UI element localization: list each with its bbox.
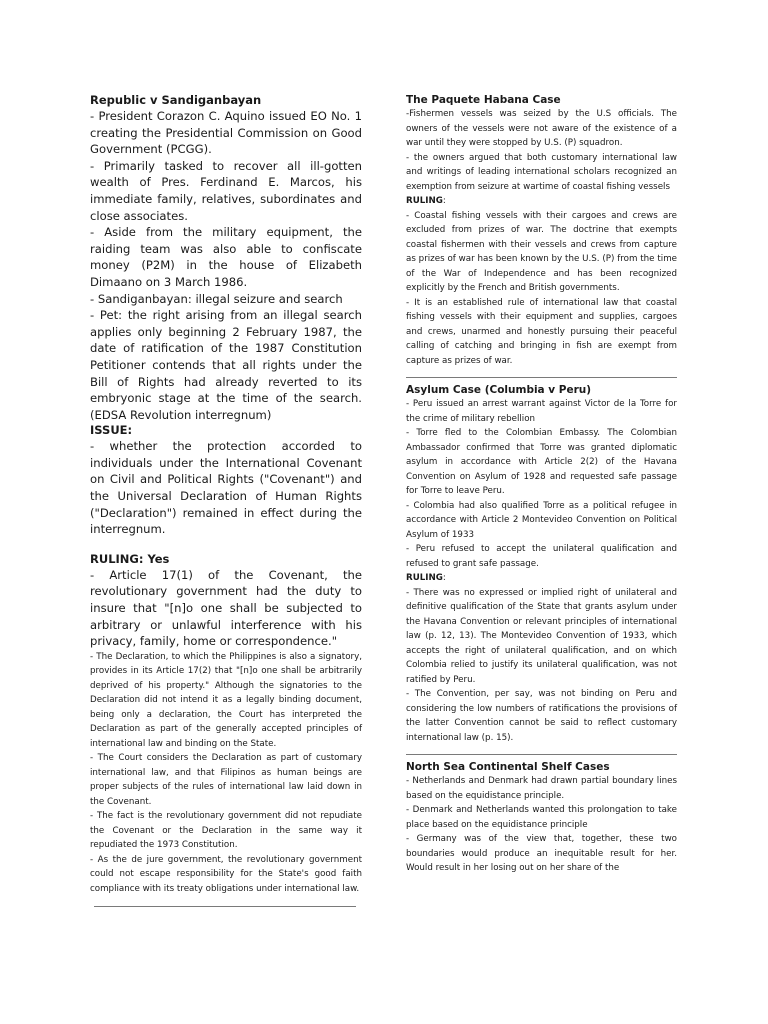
ruling-paragraph: - As the de jure government, the revolutionary government could not escape responsibility for the State's good faith compliance with its treaty obligations under international law.: [90, 854, 362, 894]
ruling-label-line: [406, 194, 677, 209]
ruling-paragraph: - It is an established rule of international law that coastal fishing vessels with their equipment and supplies, cargoes and crews, unarmed and honestly pursuing their peaceful calling of catching and bringing in fish are exempt from capture as prizes of war.: [406, 297, 677, 366]
ruling-label-line: [406, 571, 677, 586]
fact-paragraph: - Torre fled to the Colombian Embassy. The Colombian Ambassador confirmed that Torre was granted diplomatic asylum in accordance with Article 2(2) of the Havana Convention on Asylum of 1928 and requested safe passage for Torre to leave Peru.: [406, 428, 677, 496]
fact-paragraph: - Netherlands and Denmark had drawn partial boundary lines based on the equidistance principle.: [406, 776, 677, 801]
ruling-label: RULING: [406, 573, 443, 583]
ruling-paragraph: - The fact is the revolutionary government did not repudiate the Covenant or the Declaration in the same way it repudiated the 1973 Constitution.: [90, 811, 362, 851]
fact-paragraph: - Sandiganbayan: illegal seizure and search: [90, 291, 343, 306]
case-heading-asylum: Asylum Case (Columbia v Peru): [406, 384, 592, 396]
fact-paragraph: -Fishermen vessels was seized by the U.S officials. The owners of the vessels were not aware of the existence of a war until they were stopped by U.S. (P) squadron.: [406, 109, 677, 148]
ruling-paragraph: - The Convention, per say, was not binding on Peru and considering the low numbers of ratifications the provisions of the latter Convention cannot be said to reflect customary international law (p. 15).: [406, 689, 677, 743]
ruling-paragraph: - The Declaration, to which the Philippines is also a signatory, provides in its Article 17(2) that "[n]o one shall be arbitrarily deprived of his property." Although the signatories to the Declaration did not intend it as a legally binding document, being only a declaration, the Court has interpreted the Declaration as part of the generally accepted principles of international law and binding on the State.: [90, 651, 362, 749]
ruling-colon: :: [442, 196, 446, 206]
fact-paragraph: - Aside from the military equipment, the raiding team was also able to confiscate money (P2M) in the house of Elizabeth Dimaano on 3 March 1986.: [90, 225, 362, 289]
case-heading-paquete-habana: The Paquete Habana Case: [406, 94, 561, 106]
left-column: [90, 93, 362, 907]
ruling-paragraph: - Article 17(1) of the Covenant, the revolutionary government had the duty to insure that "[n]o one shall be subjected to arbitrary or unlawful interference with his privacy, family, home or correspondence.": [90, 567, 362, 649]
issue-label: ISSUE:: [90, 423, 133, 438]
fact-paragraph: - Colombia had also qualified Torre as a political refugee in accordance with Article 2 Montevideo Convention on Political Asylum of 1933: [406, 500, 677, 540]
fact-paragraph: - President Corazon C. Aquino issued EO No. 1 creating the Presidential Commission on Good Government (PCGG).: [90, 109, 362, 157]
ruling-paragraph: - Coastal fishing vessels with their cargoes and crews are excluded from prizes of war. The doctrine that exempts coastal fishermen with their vessels and crews from capture as prizes of war has been known by the U.S. (P) from the time of the War of Independence and has been recognized explicitly by the French and British governments.: [406, 210, 677, 293]
fact-paragraph: - the owners argued that both customary international law and writings of leading international scholars recognized an exemption from seizure at wartime of coastal fishing vessels: [406, 152, 677, 192]
ruling-label: RULING: Yes: [90, 551, 170, 566]
right-column: [406, 93, 677, 876]
ruling-paragraph: - There was no expressed or implied right of unilateral and definitive qualification of the State that grants asylum under the Havana Convention or relevant principles of international law (p. 12, 13). The Montevideo Convention of 1933, which accepts the right of unilateral qualification, and on which Colombia relied to justify its unilateral qualification, was not ratified by Peru.: [406, 587, 677, 685]
section-divider: [406, 754, 677, 755]
ruling-label: RULING: [406, 196, 443, 206]
section-divider: [94, 906, 356, 907]
issue-paragraph: - whether the protection accorded to individuals under the International Covenant on Civil and Political Rights ("Covenant") and the Universal Declaration of Human Rights ("Declaration") remained in effect during the interregnum.: [90, 439, 362, 537]
ruling-colon: :: [442, 573, 446, 583]
fact-paragraph: - Pet: the right arising from an illegal search applies only beginning 2 February 1987, the date of ratification of the 1987 Constitution Petitioner contends that all rights under the Bill of Rights had already reverted to its embryonic stage at the time of the search. (EDSA Revolution interregnum): [90, 308, 362, 422]
fact-paragraph: - Peru refused to accept the unilateral qualification and refused to grant safe passage.: [406, 544, 677, 569]
section-divider: [406, 377, 677, 378]
spacer: [90, 538, 362, 552]
ruling-paragraph: - The Court considers the Declaration as part of customary international law, and that Filipinos as human beings are proper subjects of the rules of international law laid down in the Covenant.: [90, 753, 362, 807]
case-heading-north-sea: North Sea Continental Shelf Cases: [406, 761, 610, 773]
case-heading-republic: Republic v Sandiganbayan: [90, 93, 262, 107]
fact-paragraph: - Denmark and Netherlands wanted this prolongation to take place based on the equidistance principle: [406, 805, 677, 830]
fact-paragraph: - Primarily tasked to recover all ill-gotten wealth of Pres. Ferdinand E. Marcos, his immediate family, relatives, subordinates and close associates.: [90, 158, 362, 223]
fact-paragraph: - Peru issued an arrest warrant against Victor de la Torre for the crime of military rebellion: [406, 399, 677, 424]
fact-paragraph: - Germany was of the view that, together, these two boundaries would produce an inequitable result for her. Would result in her losing out on her share of the: [406, 834, 677, 873]
